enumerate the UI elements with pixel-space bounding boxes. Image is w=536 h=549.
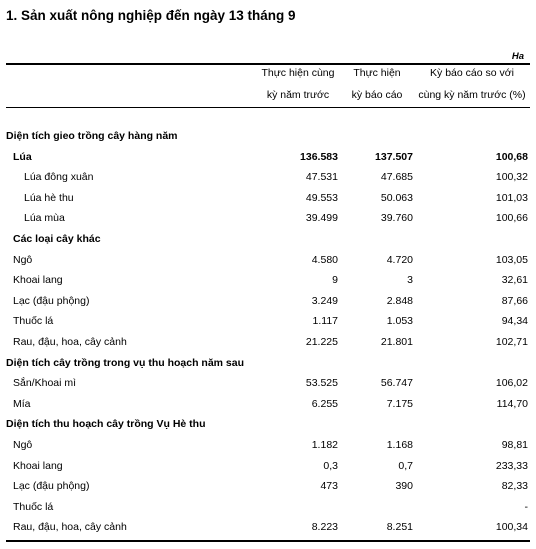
table-row bbox=[0, 147, 536, 168]
column-header-line: Thực hiện cùng bbox=[261, 67, 335, 79]
column-header-line: Kỳ báo cáo so với bbox=[430, 67, 514, 79]
cell-v1: 8.223 bbox=[311, 521, 338, 534]
cell-v3: 100,32 bbox=[495, 171, 528, 184]
row-label: Mía bbox=[13, 397, 31, 410]
column-header-previous-year bbox=[250, 62, 346, 106]
cell-v1: 4.580 bbox=[311, 253, 338, 266]
cell-v2: 0,7 bbox=[398, 459, 413, 472]
row-label: Lạc (đậu phộng) bbox=[13, 294, 90, 307]
row-label: Ngô bbox=[13, 253, 33, 266]
row-label: Rau, đậu, hoa, cây cảnh bbox=[13, 336, 127, 348]
row-label: Diện tích thu hoạch cây trồng Vụ Hè thu bbox=[6, 418, 206, 431]
table-row bbox=[0, 270, 536, 291]
row-label: Sắn/Khoai mì bbox=[13, 377, 77, 390]
column-header-current-period bbox=[346, 62, 408, 106]
cell-v2: 39.760 bbox=[380, 212, 413, 225]
cell-v1: 473 bbox=[320, 480, 338, 493]
table-row bbox=[0, 208, 536, 229]
table-row bbox=[0, 229, 536, 250]
table-row bbox=[0, 291, 536, 312]
cell-v3: - bbox=[524, 500, 528, 513]
cell-v3: 82,33 bbox=[501, 480, 528, 493]
column-header-line: kỳ năm trước bbox=[266, 89, 330, 101]
column-header-line: kỳ báo cáo bbox=[351, 89, 403, 101]
section-header-row bbox=[0, 353, 536, 374]
section-header-row bbox=[0, 414, 536, 435]
table-row bbox=[0, 435, 536, 456]
cell-v2: 4.720 bbox=[386, 253, 413, 266]
cell-v2: 1.053 bbox=[386, 315, 413, 328]
cell-v1: 1.117 bbox=[312, 315, 338, 328]
cell-v3: 32,61 bbox=[501, 274, 528, 287]
row-label: Lúa hè thu bbox=[24, 191, 74, 204]
table-row bbox=[0, 373, 536, 394]
cell-v1: 47.531 bbox=[305, 171, 338, 184]
cell-v3: 100,66 bbox=[495, 212, 528, 225]
row-label: Diện tích cây trồng trong vụ thu hoạch năm sau bbox=[6, 356, 245, 369]
row-label: Lúa đông xuân bbox=[24, 171, 94, 184]
row-label: Thuốc lá bbox=[13, 315, 54, 328]
table-row bbox=[0, 188, 536, 209]
cell-v1: 136.583 bbox=[300, 150, 338, 163]
unit-label: Ha bbox=[511, 51, 524, 62]
row-label: Lúa mùa bbox=[24, 212, 65, 225]
cell-v2: 3 bbox=[407, 274, 413, 287]
cell-v3: 233,33 bbox=[495, 459, 528, 472]
cell-v2: 56.747 bbox=[380, 377, 413, 390]
cell-v1: 6.255 bbox=[311, 397, 338, 410]
cell-v3: 102,71 bbox=[495, 336, 528, 348]
row-label: Rau, đậu, hoa, cây cảnh bbox=[13, 521, 127, 534]
row-label: Lúa bbox=[13, 150, 32, 163]
table-row bbox=[0, 250, 536, 271]
row-label: Các loại cây khác bbox=[13, 233, 101, 245]
cell-v2: 1.168 bbox=[386, 439, 413, 451]
cell-v2: 7.175 bbox=[386, 397, 413, 410]
column-header-line: Thực hiện bbox=[353, 67, 401, 79]
column-header-percent-change bbox=[412, 62, 532, 106]
cell-v1: 1.182 bbox=[311, 439, 338, 451]
cell-v1: 9 bbox=[332, 274, 338, 287]
cell-v3: 106,02 bbox=[495, 377, 528, 390]
cell-v3: 100,68 bbox=[495, 150, 528, 163]
cell-v2: 137.507 bbox=[375, 150, 413, 163]
table-row bbox=[0, 517, 536, 538]
table-bottom-rule bbox=[6, 540, 530, 542]
cell-v3: 114,70 bbox=[496, 397, 528, 410]
table-row bbox=[0, 456, 536, 477]
cell-v2: 47.685 bbox=[380, 171, 413, 184]
page-title: 1. Sản xuất nông nghiệp đến ngày 13 tháng 9 bbox=[6, 8, 296, 23]
cell-v1: 3.249 bbox=[311, 294, 338, 307]
cell-v1: 39.499 bbox=[305, 212, 338, 225]
table-row bbox=[0, 332, 536, 353]
cell-v1: 21.225 bbox=[305, 336, 338, 348]
row-label: Khoai lang bbox=[13, 459, 63, 472]
cell-v3: 101,03 bbox=[495, 191, 528, 204]
table-header-rule bbox=[6, 107, 530, 108]
table-row bbox=[0, 476, 536, 497]
row-label: Khoai lang bbox=[13, 274, 63, 287]
cell-v1: 0,3 bbox=[323, 459, 338, 472]
cell-v3: 100,34 bbox=[495, 521, 528, 534]
cell-v1: 53.525 bbox=[305, 377, 338, 390]
cell-v2: 50.063 bbox=[380, 191, 413, 204]
table-row bbox=[0, 497, 536, 518]
column-header-line: cùng kỳ năm trước (%) bbox=[418, 89, 526, 101]
table-row bbox=[0, 311, 536, 332]
cell-v3: 87,66 bbox=[501, 294, 528, 307]
row-label: Lạc (đậu phộng) bbox=[13, 480, 90, 493]
cell-v3: 103,05 bbox=[495, 253, 528, 266]
cell-v3: 98,81 bbox=[501, 439, 528, 451]
section-header-row bbox=[0, 126, 536, 147]
row-label: Ngô bbox=[13, 439, 33, 451]
cell-v2: 21.801 bbox=[380, 336, 413, 348]
cell-v3: 94,34 bbox=[501, 315, 528, 328]
row-label: Thuốc lá bbox=[13, 500, 54, 513]
table-row bbox=[0, 167, 536, 188]
cell-v2: 2.848 bbox=[386, 294, 413, 307]
cell-v1: 49.553 bbox=[305, 191, 338, 204]
cell-v2: 390 bbox=[395, 480, 413, 493]
cell-v2: 8.251 bbox=[386, 521, 413, 534]
row-label: Diện tích gieo trồng cây hàng năm bbox=[6, 130, 178, 142]
table-row bbox=[0, 394, 536, 415]
